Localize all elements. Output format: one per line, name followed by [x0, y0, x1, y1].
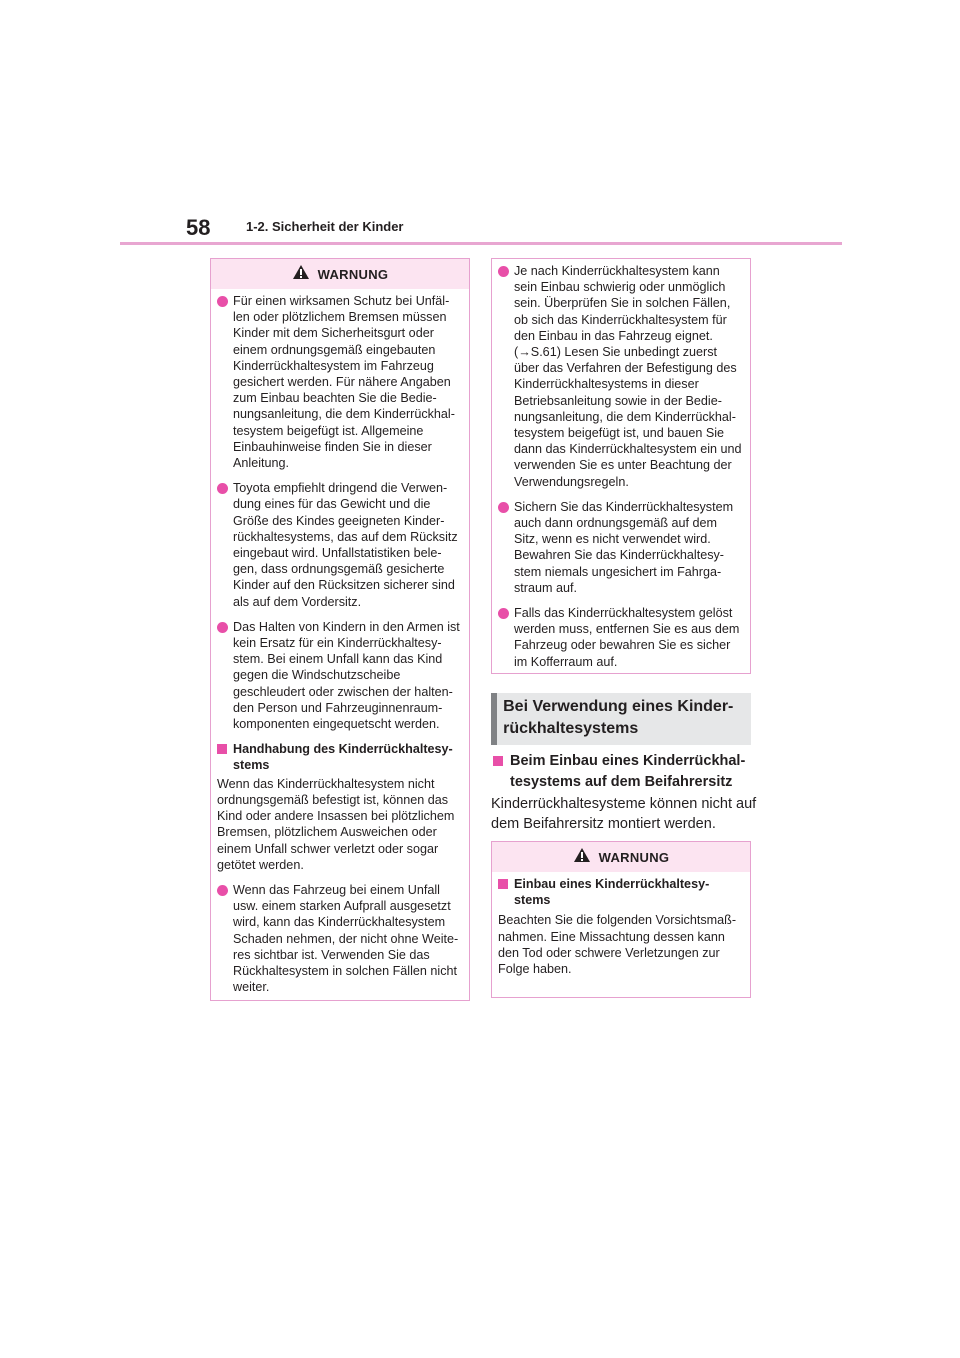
paragraph: Beachten Sie die folgenden Vorsichtsmaß-nahmen. Eine Missachtung dessen kann den Tod oder schwere Verletzungen zur Folge haben.: [498, 913, 737, 977]
bullet-icon: [498, 266, 509, 277]
bullet-icon: [217, 622, 228, 633]
list-item: Für einen wirksamen Schutz bei Unfäl-len oder plötzlichem Bremsen müssen Kinder mit dem Sicherheitsgurt oder einem ordnungsgemäß eingebauten Kinderrückhaltesystem im Fahrzeug gesichert werden. Für nähere Angaben zum Einbau beachten Sie die Bedie-nungsanleitung, die dem Kinderrückhal-tesystem beigefügt ist. Allgemeine Einbauhinweise finden Sie in dieser Anleitung.: [217, 293, 461, 471]
bullet-icon: [217, 885, 228, 896]
warning-box-bottom: [491, 841, 751, 998]
bullet-icon: [217, 483, 228, 494]
paragraph: Wenn das Kinderrückhaltesystem nicht ordnungsgemäß befestigt ist, können das Kind oder andere Insassen bei plötzlichem Bremsen, plötzlichem Ausweichen oder einem Unfall schwer verletzt oder sogar getötet werden.: [217, 776, 455, 872]
list-item: Wenn das Fahrzeug bei einem Unfall usw. einem starken Aufprall ausgesetzt wird, kann das Kinderrückhaltesystem Schaden nehmen, der nicht ohne Weite-res sichtbar ist. Verwenden Sie das Rückhaltesystem in solchen Fällen nicht weiter.: [217, 882, 461, 995]
warning-box-right: [491, 258, 751, 674]
warning-header: [211, 259, 469, 289]
subheading: Handhabung des Kinderrückhaltesy-stems: [217, 741, 461, 773]
list-item: Das Halten von Kindern in den Armen ist kein Ersatz für ein Kinderrückhaltesy-stem. Bei einem Unfall kann das Kind gegen die Windschutzscheibe geschleudert oder zwischen der halten-den Person und Fahrzeuginnenraum-komponenten eingequetscht werden.: [217, 619, 461, 732]
square-bullet-icon: [493, 756, 503, 766]
main-text: Kinderrückhaltesysteme können nicht auf dem Beifahrersitz montiert werden.: [491, 796, 757, 832]
section-heading: Bei Verwendung eines Kinder-rückhaltesystems: [491, 693, 751, 745]
main-subheading: Beim Einbau eines Kinderrückhal-tesystems auf dem Beifahrersitz: [493, 751, 763, 793]
square-bullet-icon: [498, 879, 508, 889]
square-bullet-icon: [217, 744, 227, 754]
warning-triangle-icon: [292, 264, 310, 285]
header-rule: [120, 242, 842, 245]
list-item: Sichern Sie das Kinderrückhaltesystem auch dann ordnungsgemäß auf dem Sitz, wenn es nicht verwendet wird. Bewahren Sie das Kinderrückhaltesy-stem niemals ungesichert im Fahrga-straum auf.: [498, 499, 742, 596]
warning-box-left: [210, 258, 470, 1001]
page-number: 58: [186, 215, 211, 240]
bullet-icon: [217, 296, 228, 307]
warning-label: WARNUNG: [317, 266, 389, 282]
warning-triangle-icon: [573, 847, 591, 868]
warning-header: [492, 842, 750, 872]
subheading: Einbau eines Kinderrückhaltesy-stems: [498, 876, 742, 908]
list-item: Je nach Kinderrückhaltesystem kann sein Einbau schwierig oder unmöglich sein. Überprüfen Sie in solchen Fällen, ob sich das Kinderrückhaltesystem für den Einbau in das Fahrzeug eignet. (→S.61) Lesen Sie unbedingt zuerst über das Verfahren der Befestigung des Kinderrückhaltesystems in dieser Betriebsanleitung sowie in der Bedie-nungsanleitung, die dem Kinderrückhal-tesystem beigefügt ist, und bauen Sie dann das Kinderrückhaltesystem ein und verwenden Sie es unter Beachtung der Verwendungsregeln.: [498, 263, 742, 490]
section-title: 1-2. Sicherheit der Kinder: [246, 219, 404, 234]
list-item: Falls das Kinderrückhaltesystem gelöst werden muss, entfernen Sie es aus dem Fahrzeug oder bewahren Sie es sicher im Kofferraum auf.: [498, 605, 742, 670]
bullet-icon: [498, 608, 509, 619]
bullet-icon: [498, 502, 509, 513]
warning-label: WARNUNG: [598, 849, 670, 865]
list-item: Toyota empfiehlt dringend die Verwen-dung eines für das Gewicht und die Größe des Kindes geeigneten Kinder-rückhaltesystems, das auf dem Rücksitz eingebaut wird. Unfallstatistiken bele-gen, dass ordnungsgemäß gesicherte Kinder auf den Rücksitzen sicherer sind als auf dem Vordersitz.: [217, 480, 461, 610]
